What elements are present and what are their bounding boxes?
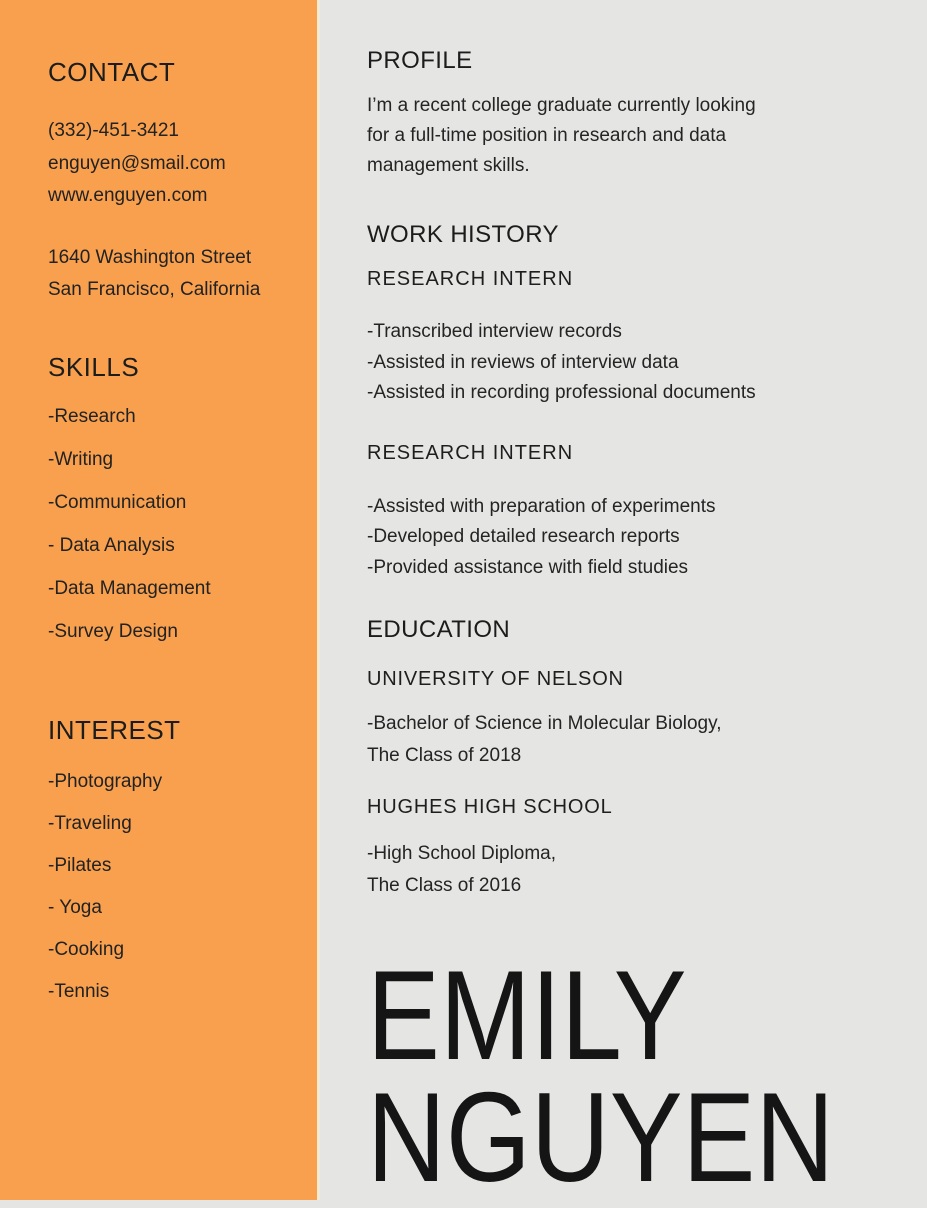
candidate-last-name: NGUYEN	[367, 1066, 835, 1208]
job-bullet: -Developed detailed research reports	[367, 526, 680, 547]
skill-item: -Research	[48, 406, 136, 427]
education-heading: EDUCATION	[367, 616, 511, 643]
work-history-heading: WORK HISTORY	[367, 221, 559, 248]
sidebar	[0, 0, 320, 1200]
skill-item: - Data Analysis	[48, 535, 175, 556]
address-line: San Francisco, California	[48, 279, 261, 300]
contact-email: enguyen@smail.com	[48, 152, 226, 174]
interest-item: -Pilates	[48, 854, 112, 876]
job-bullet: -Assisted in recording professional documents	[367, 382, 756, 403]
interest-item: -Cooking	[48, 938, 125, 960]
school-name: HUGHES HIGH SCHOOL	[367, 796, 613, 818]
contact-address	[48, 242, 297, 307]
job-bullet: -Transcribed interview records	[367, 321, 622, 342]
job-bullets	[367, 492, 897, 584]
interest-list	[48, 761, 297, 1013]
interest-item: -Tennis	[48, 980, 110, 1002]
address-line: 1640 Washington Street	[48, 246, 252, 268]
school-name: UNIVERSITY OF NELSON	[367, 668, 624, 690]
school-details	[367, 838, 897, 902]
skill-item: -Writing	[48, 449, 114, 470]
job-bullet: -Provided assistance with field studies	[367, 556, 689, 578]
main-column	[323, 0, 927, 1208]
skills-heading: SKILLS	[48, 351, 140, 382]
interest-item: -Traveling	[48, 812, 132, 834]
interest-item: - Yoga	[48, 896, 102, 918]
school-detail-line: -Bachelor of Science in Molecular Biology,	[367, 713, 722, 734]
job-title: RESEARCH INTERN	[367, 441, 574, 464]
job-bullet: -Assisted in reviews of interview data	[367, 351, 679, 373]
contact-phone: (332)-451-3421	[48, 120, 179, 141]
profile-line: I’m a recent college graduate currently looking	[367, 95, 756, 116]
school-details	[367, 708, 897, 772]
skill-item: -Survey Design	[48, 621, 178, 642]
profile-text	[367, 91, 897, 181]
contact-info	[48, 115, 297, 213]
interest-item: -Photography	[48, 770, 163, 792]
profile-line: management skills.	[367, 155, 530, 176]
candidate-name	[367, 944, 835, 1208]
job-bullets	[367, 317, 897, 409]
skill-item: -Data Management	[48, 578, 211, 599]
contact-heading: CONTACT	[48, 57, 176, 87]
job-bullet: -Assisted with preparation of experiments	[367, 495, 716, 517]
candidate-first-name: EMILY	[367, 944, 687, 1086]
interest-heading: INTEREST	[48, 714, 181, 745]
profile-heading: PROFILE	[367, 47, 473, 74]
school-detail-line: The Class of 2018	[367, 745, 522, 766]
job-title: RESEARCH INTERN	[367, 268, 574, 290]
school-detail-line: The Class of 2016	[367, 875, 522, 896]
profile-line: for a full-time position in research and data	[367, 125, 727, 146]
school-detail-line: -High School Diploma,	[367, 843, 557, 864]
skill-item: -Communication	[48, 492, 187, 513]
contact-website: www.enguyen.com	[48, 185, 208, 206]
skills-list	[48, 396, 297, 654]
